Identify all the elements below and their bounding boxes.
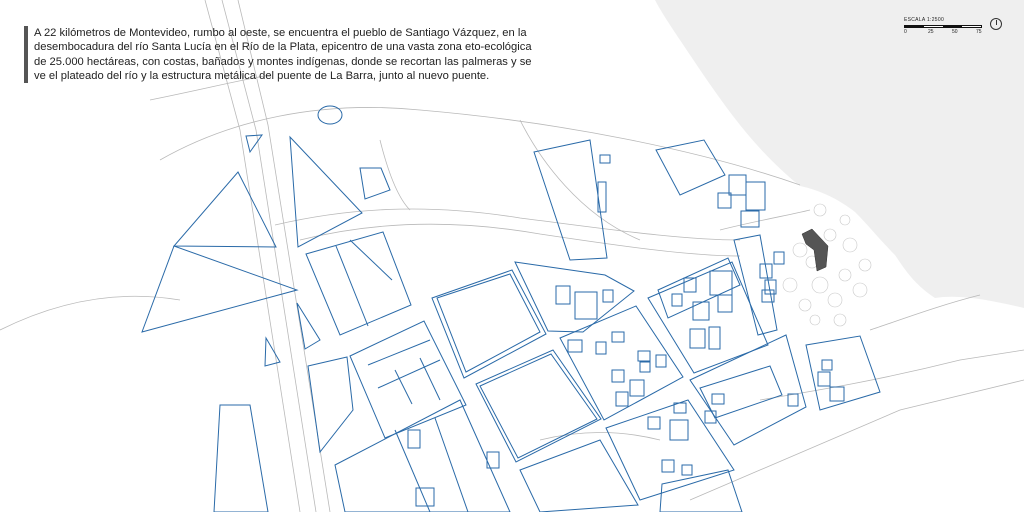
block <box>360 168 390 199</box>
block <box>806 336 880 410</box>
river-area <box>655 0 1024 308</box>
building <box>788 394 798 406</box>
block <box>690 335 806 445</box>
block <box>476 350 601 462</box>
building <box>630 380 644 396</box>
north-arrow-icon <box>990 18 1002 30</box>
building <box>648 417 660 429</box>
scale-bar <box>904 17 982 34</box>
building <box>662 460 674 472</box>
scale-tick: 0 <box>904 29 907 35</box>
city-blocks <box>142 106 880 512</box>
building <box>600 155 610 163</box>
building <box>612 332 624 342</box>
block <box>480 354 597 458</box>
building <box>612 370 624 382</box>
block <box>265 338 280 366</box>
block <box>308 357 353 452</box>
block <box>246 135 262 152</box>
building <box>818 372 830 386</box>
building <box>575 292 597 319</box>
building <box>672 294 682 306</box>
block <box>214 405 268 512</box>
block <box>560 306 683 420</box>
caption-text: A 22 kilómetros de Montevideo, rumbo al oeste, se encuentra el pueblo de Santiago Vázquez, en la desembocadura del río Santa Lucía en el Río de la Plata, epicentro de una vasta zona eto-ecológica de 25.000 hectáreas, con costas, bañados y montes indígenas, donde se recortan las palmeras y se ve el plateado del río y la estructura metálica del puente de La Barra, junto al nuevo puente. <box>24 26 534 83</box>
building <box>822 360 832 370</box>
building <box>830 387 844 401</box>
marsh-area <box>783 204 871 326</box>
block <box>606 400 734 500</box>
building <box>729 175 746 195</box>
building <box>682 465 692 475</box>
building <box>616 392 628 406</box>
scale-tick: 50 <box>952 29 958 35</box>
scale-tick: 75 <box>976 29 982 35</box>
block <box>656 140 725 195</box>
block <box>437 274 540 372</box>
building <box>596 342 606 354</box>
building <box>693 302 709 320</box>
building <box>774 252 784 264</box>
scale-tick: 25 <box>928 29 934 35</box>
block <box>142 246 297 332</box>
block <box>700 366 782 418</box>
building <box>598 182 606 212</box>
building <box>556 286 570 304</box>
building <box>690 329 705 348</box>
building <box>408 430 420 448</box>
building <box>746 182 765 210</box>
building <box>640 362 650 372</box>
building <box>638 351 650 361</box>
building <box>712 394 724 404</box>
building <box>603 290 613 302</box>
building <box>568 340 582 352</box>
block <box>432 270 546 378</box>
building <box>670 420 688 440</box>
block <box>174 172 276 247</box>
scale-title: ESCALA 1:2500 <box>904 17 945 23</box>
building <box>710 271 732 295</box>
building <box>762 290 774 302</box>
block <box>660 470 742 512</box>
building <box>656 355 666 367</box>
building <box>416 488 434 506</box>
building <box>718 295 732 312</box>
building <box>709 327 720 349</box>
block <box>290 137 362 247</box>
scale-ticks <box>904 28 982 34</box>
